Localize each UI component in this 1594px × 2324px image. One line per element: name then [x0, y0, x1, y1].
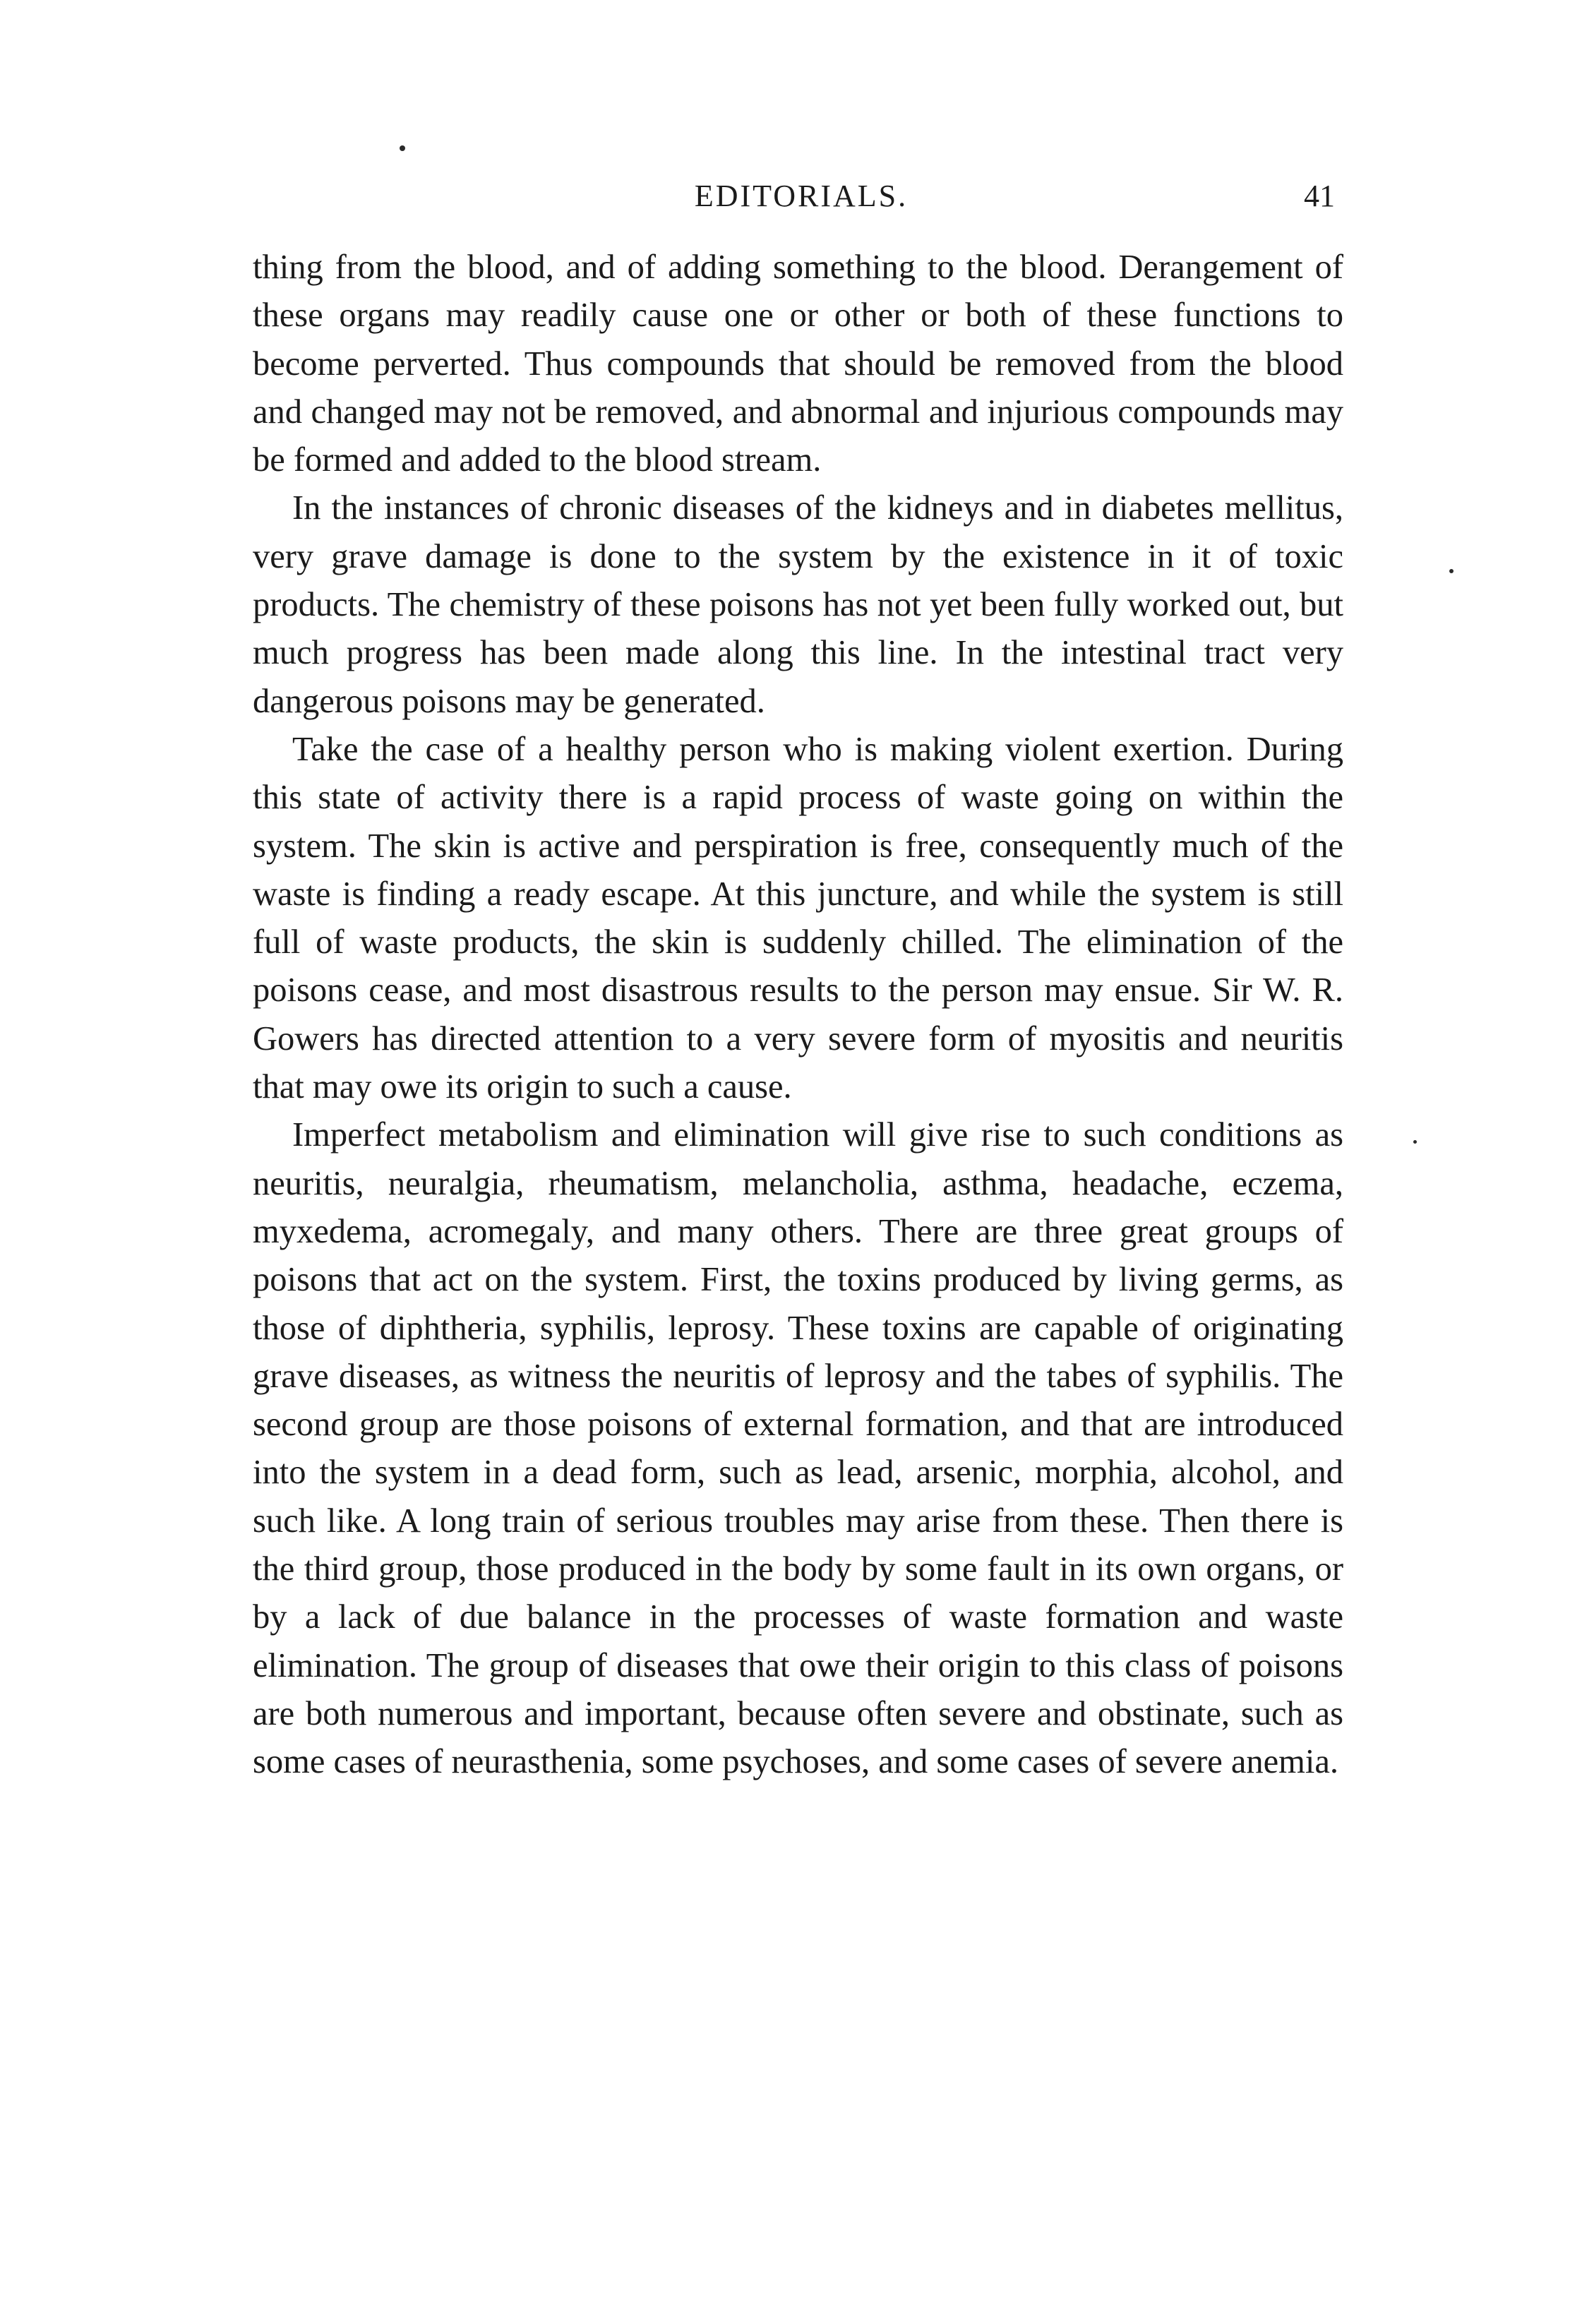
print-speck	[1449, 569, 1454, 573]
paragraph-continuation: thing from the blood, and of adding something to the blood. Derangement of these organs may readily cause one or other or both of these functions to become perverted. Thus compounds that should be removed from the blood and changed may not be removed, and abnormal and injurious compounds may be formed and added to the blood stream.	[253, 248, 1343, 479]
paragraph-violent-exertion: Take the case of a healthy person who is making violent exertion. During this state of activity there is a rapid process of waste going on within the system. The skin is active and perspiration is free, consequently much of the waste is finding a ready escape. At this juncture, and while the system is still full of waste products, the skin is suddenly chilled. The elimination of the poisons cease, and most disastrous results to the person may ensue. Sir W. R. Gowers has directed attention to a very severe form of myositis and neuritis that may owe its origin to such a cause.	[253, 730, 1343, 1106]
print-speck	[1413, 1140, 1417, 1144]
print-speck	[400, 145, 405, 151]
running-title: EDITORIALS.	[694, 179, 909, 213]
body-text	[253, 244, 1343, 1787]
running-head	[251, 175, 1352, 217]
paragraph-chronic-diseases: In the instances of chronic diseases of the kidneys and in diabetes mellitus, very grave damage is done to the system by the existence in it of toxic products. The chemistry of these poisons has not yet been fully worked out, but much progress has been made along this line. In the intestinal tract very dangerous poisons may be generated.	[253, 489, 1343, 720]
paragraph-groups-of-poisons: Imperfect metabolism and elimination will give rise to such conditions as neuritis, neuralgia, rheumatism, melancholia, asthma, headache, eczema, myxedema, acromegaly, and many others. There are three great groups of poisons that act on the system. First, the toxins produced by living germs, as those of diphtheria, syphilis, leprosy. These toxins are capable of originating grave diseases, as witness the neuritis of leprosy and the tabes of syphilis. The second group are those poisons of external formation, and that are introduced into the system in a dead form, such as lead, arsenic, morphia, alcohol, and such like. A long train of serious troubles may arise from these. Then there is the third group, those produced in the body by some fault in its own organs, or by a lack of due balance in the processes of waste formation and waste elimination. The group of diseases that owe their origin to this class of poisons are both numerous and important, because often severe and obstinate, such as some cases of neurasthenia, some psychoses, and some cases of severe anemia.	[253, 1116, 1343, 1781]
page-number: 41	[1304, 179, 1335, 213]
